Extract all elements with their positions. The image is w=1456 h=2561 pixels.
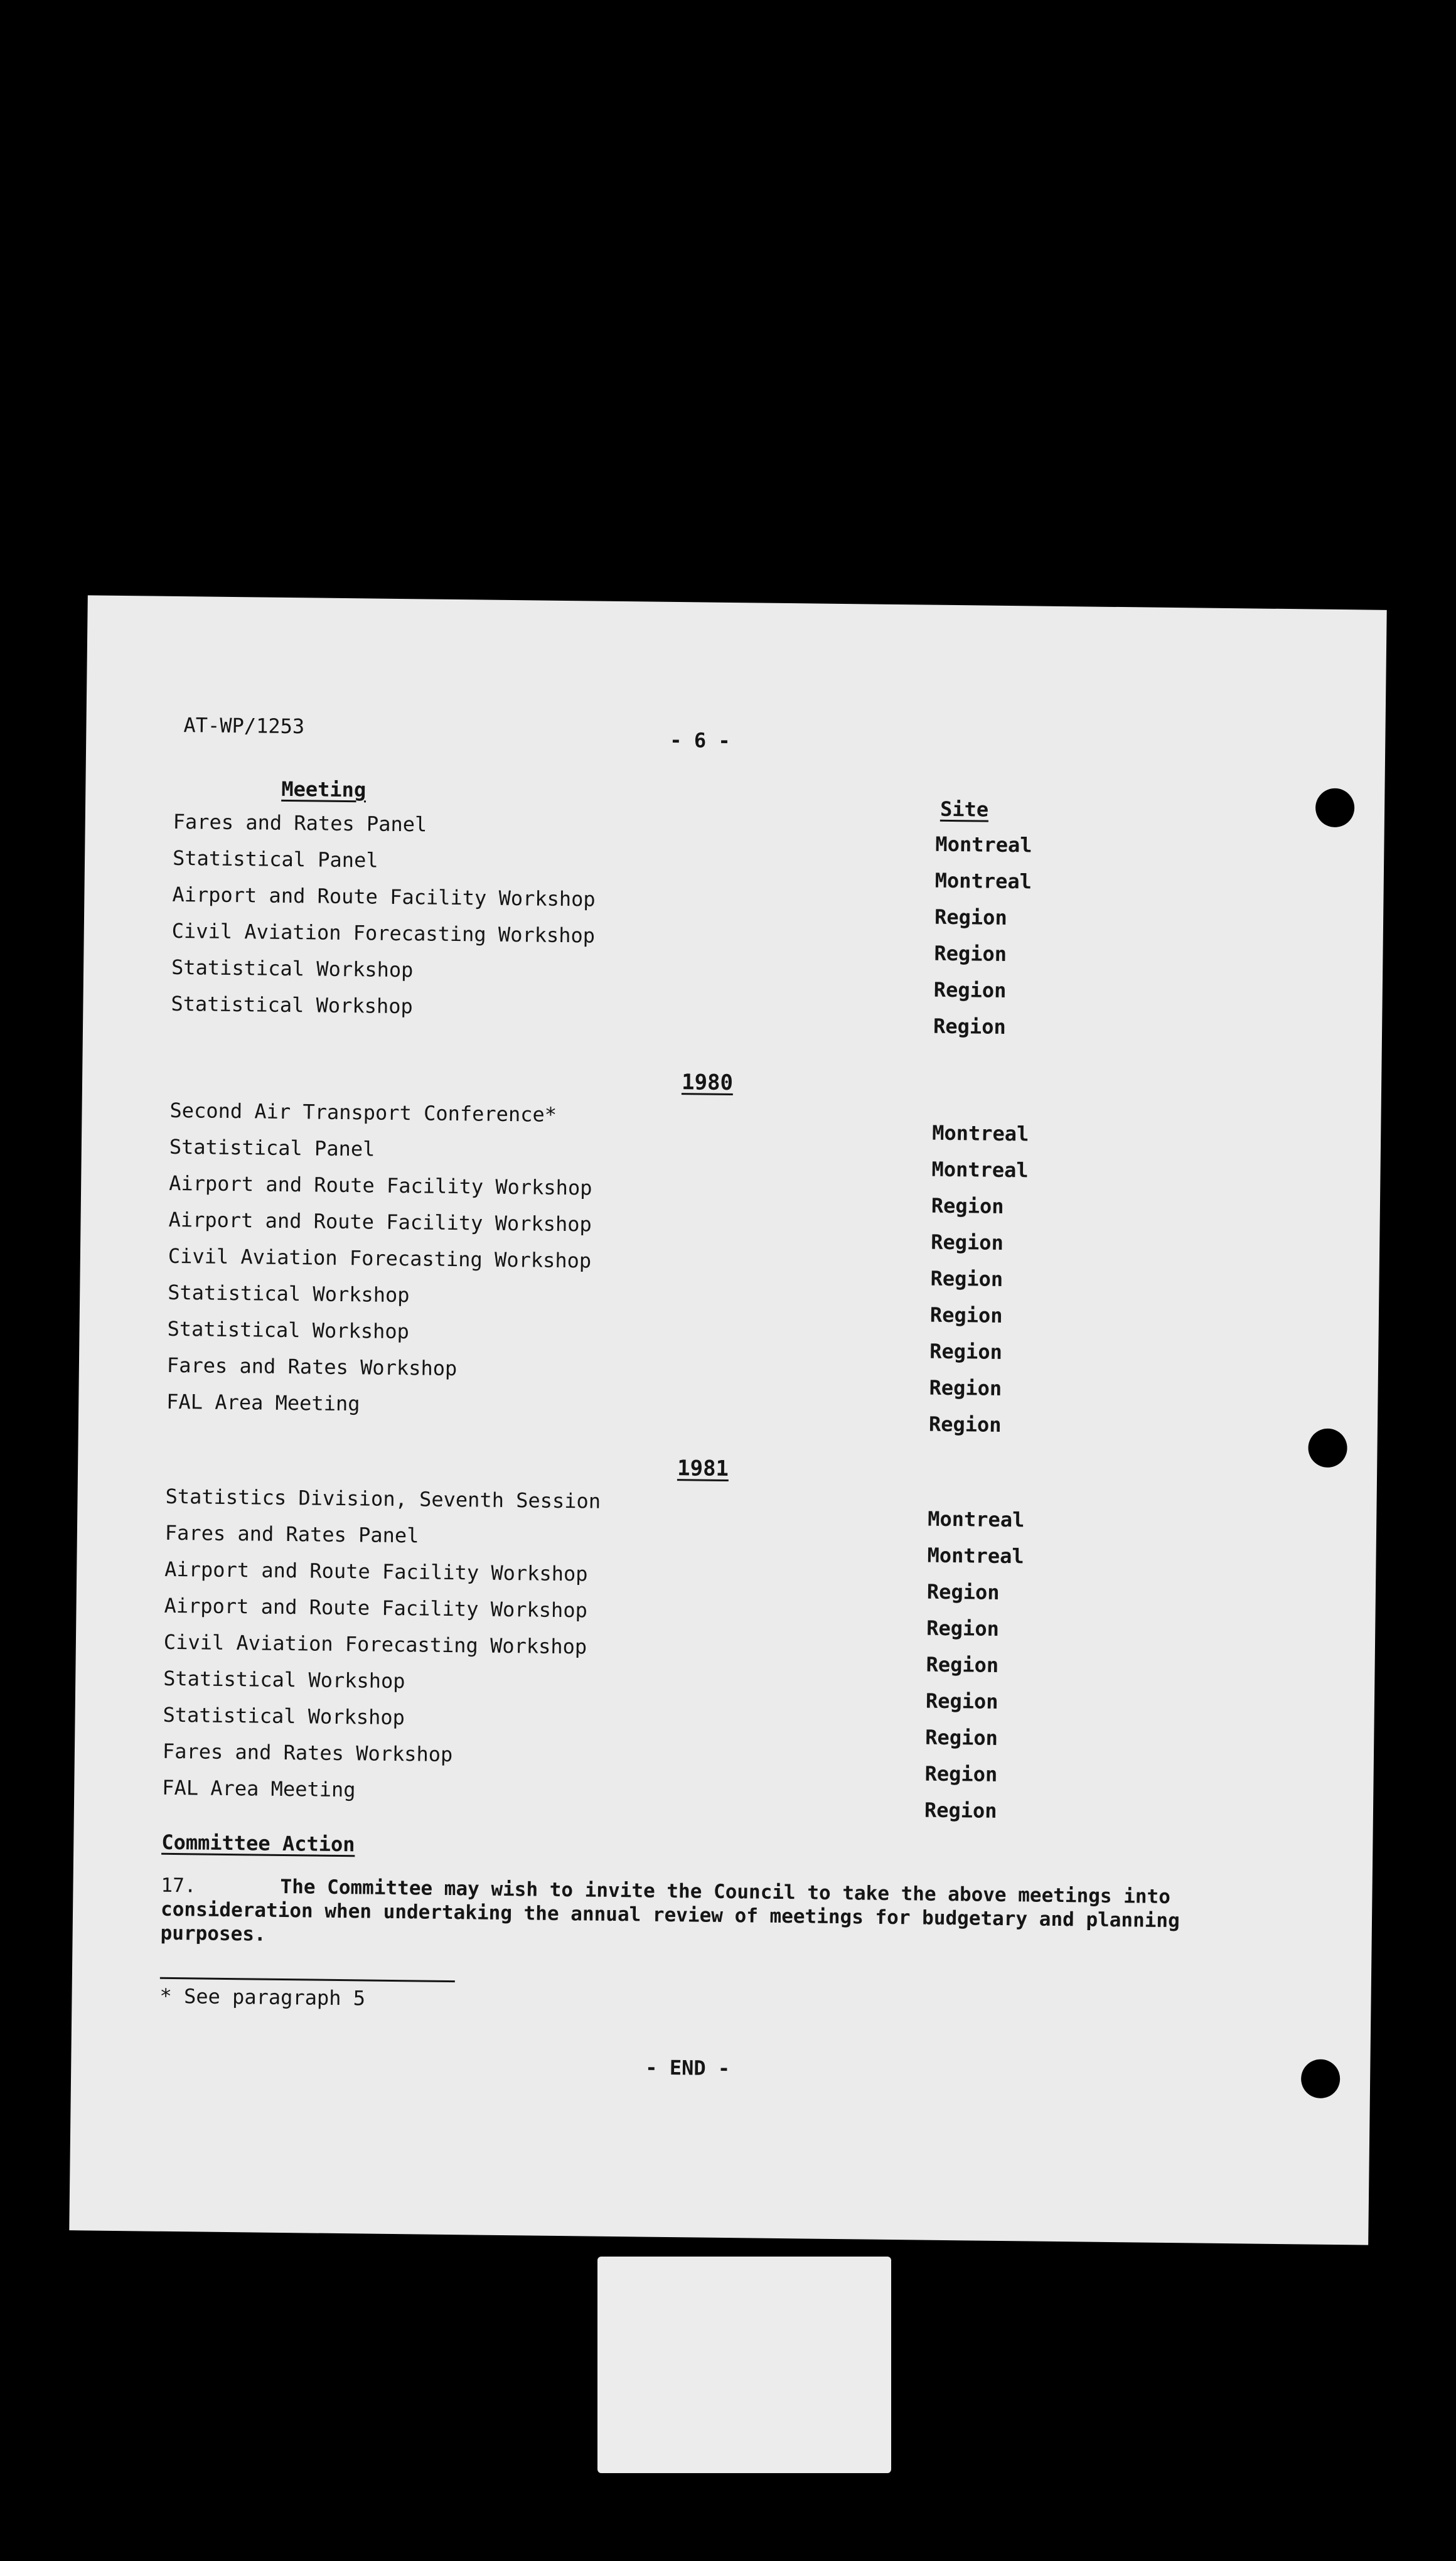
- meeting-site: Montreal: [934, 868, 1032, 894]
- meeting-site: Montreal: [927, 1543, 1024, 1569]
- meeting-site: Region: [926, 1616, 1000, 1641]
- footnote: * See paragraph 5: [159, 1984, 366, 2011]
- meeting-name: Fares and Rates Workshop: [162, 1739, 453, 1767]
- punch-hole-top: [1315, 788, 1355, 828]
- meeting-site: Region: [926, 1652, 999, 1677]
- meeting-site: Region: [924, 1798, 997, 1823]
- meeting-name: Statistical Workshop: [163, 1702, 405, 1730]
- meeting-name: Airport and Route Facility Workshop: [164, 1593, 588, 1623]
- meeting-name: FAL Area Meeting: [162, 1775, 356, 1802]
- meeting-site: Region: [934, 941, 1007, 966]
- meeting-name: Statistical Workshop: [167, 1316, 410, 1344]
- meeting-name: Civil Aviation Forecasting Workshop: [163, 1629, 587, 1659]
- meeting-name: Airport and Route Facility Workshop: [168, 1207, 592, 1237]
- meeting-site: Region: [929, 1302, 1003, 1328]
- footnote-rule: [160, 1977, 455, 1982]
- meeting-site: Region: [929, 1339, 1003, 1364]
- meeting-name: Civil Aviation Forecasting Workshop: [168, 1243, 592, 1273]
- meeting-name: Statistical Workshop: [171, 991, 413, 1019]
- meeting-name: Second Air Transport Conference*: [169, 1098, 557, 1127]
- meeting-name: Airport and Route Facility Workshop: [169, 1171, 592, 1200]
- committee-action-heading: Committee Action: [161, 1830, 355, 1857]
- meeting-name: Statistical Panel: [169, 1134, 375, 1161]
- meeting-name: Statistical Workshop: [163, 1666, 405, 1694]
- paragraph-17: [160, 1874, 1290, 1958]
- end-marker: - END -: [645, 2055, 731, 2081]
- meeting-site: Region: [933, 1014, 1006, 1039]
- year-heading-1981: 1981: [677, 1456, 729, 1482]
- document-reference: AT-WP/1253: [183, 713, 305, 739]
- punch-hole-middle: [1308, 1428, 1347, 1468]
- meeting-site: Montreal: [931, 1157, 1029, 1183]
- meeting-site: Montreal: [935, 832, 1032, 857]
- meeting-name: Fares and Rates Workshop: [166, 1353, 458, 1381]
- meeting-site: Region: [930, 1266, 1004, 1291]
- meeting-name: Statistical Workshop: [168, 1280, 410, 1307]
- column-header-meeting: Meeting: [281, 776, 367, 802]
- meeting-name: Civil Aviation Forecasting Workshop: [171, 918, 596, 948]
- meeting-site: Region: [925, 1725, 998, 1750]
- meeting-name: Airport and Route Facility Workshop: [172, 882, 596, 911]
- document-page: [69, 595, 1386, 2245]
- meeting-site: Region: [925, 1689, 998, 1714]
- meeting-site: Montreal: [928, 1506, 1025, 1532]
- page-number: - 6 -: [670, 727, 731, 753]
- meeting-name: Fares and Rates Panel: [164, 1520, 419, 1548]
- meeting-name: Statistics Division, Seventh Session: [165, 1484, 601, 1513]
- year-heading-1980: 1980: [681, 1070, 734, 1096]
- meeting-site: Montreal: [931, 1120, 1029, 1146]
- meeting-name: Fares and Rates Panel: [173, 809, 427, 837]
- punch-hole-bottom: [1301, 2059, 1341, 2098]
- meeting-site: Region: [924, 1761, 998, 1786]
- paragraph-number: 17.: [161, 1874, 196, 1898]
- meeting-site: Region: [933, 977, 1007, 1002]
- meeting-site: Region: [929, 1375, 1002, 1400]
- meeting-name: Statistical Workshop: [171, 955, 414, 982]
- meeting-site: Region: [926, 1579, 1000, 1604]
- meeting-site: Region: [928, 1412, 1002, 1437]
- paragraph-text: The Committee may wish to invite the Council to take the above meetings into consideration when undertaking the annual review of meetings for budgetary and planning purposes.: [160, 1875, 1180, 1946]
- meeting-name: Airport and Route Facility Workshop: [164, 1557, 588, 1586]
- meeting-site: Region: [931, 1193, 1004, 1218]
- microfilm-tab: [597, 2257, 891, 2473]
- column-header-site: Site: [939, 797, 989, 822]
- meeting-site: Region: [931, 1230, 1004, 1255]
- meeting-name: FAL Area Meeting: [166, 1389, 360, 1416]
- meeting-site: Region: [934, 905, 1007, 930]
- meeting-name: Statistical Panel: [172, 846, 378, 872]
